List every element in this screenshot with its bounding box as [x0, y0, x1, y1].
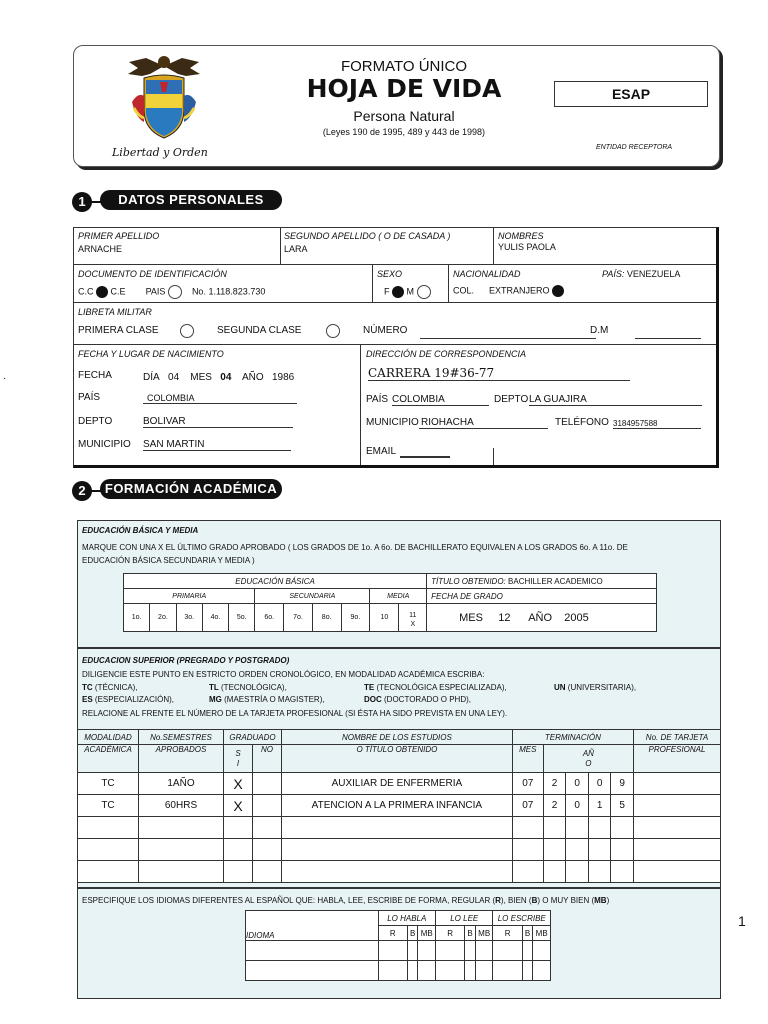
empty-cell[interactable] [611, 839, 634, 861]
form-title: HOJA DE VIDA [306, 74, 502, 103]
mb-header: MB [418, 926, 436, 941]
grade-cell[interactable]: 9o. [341, 604, 370, 632]
level-cell[interactable] [465, 961, 476, 981]
level-cell[interactable] [493, 941, 522, 961]
abbr-tl [209, 683, 287, 692]
empty-cell[interactable] [566, 839, 589, 861]
grade-cell[interactable]: 7o. [284, 604, 313, 632]
personal-data-box [73, 227, 719, 468]
empty-cell[interactable] [282, 861, 513, 883]
abbr-desc: (TECNOLÓGICA), [221, 683, 287, 692]
primer-apellido-label: PRIMER APELLIDO [78, 231, 160, 241]
doc-pais-radio[interactable] [168, 285, 182, 299]
level-cell[interactable] [436, 941, 465, 961]
section2-number: 2 [72, 481, 92, 501]
abbr-desc: (TECNOLÓGICA ESPECIALIZADA), [376, 683, 507, 692]
empty-cell[interactable] [611, 817, 634, 839]
form-subtitle: Persona Natural [353, 108, 455, 124]
abbr-mg [209, 695, 325, 704]
margin-mark: · [3, 373, 7, 384]
depto-dir-value[interactable]: LA GUAJIRA [529, 394, 702, 406]
grado-anio-label: AÑO [528, 611, 553, 624]
sexo-group [384, 285, 431, 299]
abbr-desc: (UNIVERSITARIA), [567, 683, 637, 692]
abbr-code: MG [209, 695, 222, 704]
level-cell[interactable] [436, 961, 465, 981]
empty-cell[interactable] [566, 817, 589, 839]
empty-cell[interactable] [224, 817, 253, 839]
depto-dir-label: DEPTO [494, 394, 529, 405]
idiomas-text-c: ) O MUY BIEN ( [537, 896, 595, 905]
empty-cell[interactable] [78, 861, 139, 883]
fecha-values [143, 372, 294, 383]
extranjero-radio[interactable] [552, 285, 564, 297]
abbr-te [364, 683, 507, 692]
empty-cell[interactable] [588, 839, 611, 861]
grade-11-label: 11 [409, 611, 417, 619]
nacionalidad-group [453, 285, 564, 297]
page-number: 1 [738, 913, 746, 929]
doc-type-group [78, 285, 265, 299]
col-nombre-2: O TÍTULO OBTENIDO [282, 745, 513, 773]
table-row [78, 839, 720, 861]
idiomas-text-b: ), BIEN ( [500, 896, 532, 905]
level-cell[interactable] [493, 961, 522, 981]
empty-cell[interactable] [512, 839, 543, 861]
depto-nac-value[interactable]: BOLIVAR [143, 416, 293, 428]
abbr-un [554, 683, 636, 692]
doc-cc-radio[interactable] [96, 286, 108, 298]
depto-nac-label: DEPTO [78, 416, 113, 427]
col-anio-1: AÑ [582, 748, 594, 758]
fecha-grado-label: FECHA DE GRADO [427, 589, 657, 604]
empty-cell[interactable] [282, 817, 513, 839]
grade-mark: X [410, 620, 416, 628]
grade-cell[interactable]: 3o. [176, 604, 202, 632]
primer-apellido-value[interactable]: ARNACHE [78, 244, 123, 254]
empty-cell[interactable] [139, 839, 224, 861]
municipio-dir-value[interactable]: RIOHACHA [419, 417, 548, 429]
abbr-doc [364, 695, 471, 704]
modalidad-cell[interactable]: TC [78, 773, 139, 795]
sexo-m-label: M [406, 286, 415, 297]
b-header: B [407, 926, 418, 941]
table-row [78, 861, 720, 883]
grade-cell[interactable]: 6o. [255, 604, 284, 632]
logo-caption: Libertad y Orden [112, 146, 208, 159]
col-semestres-2: APROBADOS [139, 745, 224, 773]
grade-cell[interactable]: 10 [370, 604, 399, 632]
tarjeta-cell[interactable] [634, 773, 721, 795]
empty-cell[interactable] [611, 861, 634, 883]
abbr-es [82, 695, 174, 704]
year-digit-cell[interactable]: 0 [566, 795, 589, 817]
abbr-desc: (ESPECIALIZACIÓN), [94, 695, 175, 704]
empty-cell[interactable] [634, 817, 721, 839]
abbr-code: TL [209, 683, 219, 692]
col-tarjeta-2: PROFESIONAL [634, 745, 721, 773]
level-cell[interactable] [378, 961, 407, 981]
level-cell[interactable] [533, 961, 551, 981]
empty-cell[interactable] [634, 861, 721, 883]
nombre-cell[interactable]: ATENCION A LA PRIMERA INFANCIA [282, 795, 513, 817]
section1-title: DATOS PERSONALES [100, 190, 282, 210]
level-cell[interactable] [475, 961, 493, 981]
form-header [73, 45, 720, 167]
empty-cell[interactable] [566, 861, 589, 883]
secundaria-header: SECUNDARIA [255, 589, 370, 604]
basica-text-1: MARQUE CON UNA X EL ÚLTIMO GRADO APROBADO ( LOS GRADOS DE 1o. A 6o. DE BACHILLERATO EQUIVALEN A LOS GRADOS 6o. A 11o. DE [82, 543, 628, 552]
entity-field[interactable]: ESAP [554, 81, 708, 107]
educacion-basica-header: EDUCACIÓN BÁSICA [124, 574, 427, 589]
direccion-value[interactable]: CARRERA 19#36-77 [368, 366, 630, 381]
segundo-apellido-label: SEGUNDO APELLIDO ( O DE CASADA ) [284, 231, 451, 241]
email-field[interactable] [400, 456, 450, 458]
idiomas-text [82, 896, 609, 905]
table-row [78, 773, 720, 795]
grado-anio-value[interactable]: 2005 [564, 611, 589, 624]
municipio-dir-label: MUNICIPIO [366, 417, 419, 428]
basica-text-2: EDUCACIÓN BÁSICA SECUNDARIA Y MEDIA ) [82, 556, 255, 565]
documento-label: DOCUMENTO DE IDENTIFICACIÓN [78, 269, 227, 279]
r-header: R [378, 926, 407, 941]
mb-header: MB [475, 926, 493, 941]
year-digit-cell[interactable]: 0 [566, 773, 589, 795]
grade-cell-11[interactable] [399, 604, 427, 632]
grade-cell[interactable]: 8o. [312, 604, 341, 632]
col-mes: MES [512, 745, 543, 773]
form-law: (Leyes 190 de 1995, 489 y 443 de 1998) [322, 127, 486, 137]
empty-cell[interactable] [224, 839, 253, 861]
r-header: R [436, 926, 465, 941]
tarjeta-cell[interactable] [634, 795, 721, 817]
abbr-code: TC [82, 683, 93, 692]
superior-table [78, 729, 720, 883]
empty-cell[interactable] [224, 861, 253, 883]
empty-cell[interactable] [139, 817, 224, 839]
empty-cell[interactable] [512, 817, 543, 839]
level-cell[interactable] [418, 941, 436, 961]
idioma-cell[interactable] [246, 941, 379, 961]
pais-dir-value[interactable]: COLOMBIA [392, 394, 489, 406]
pais-label: PAÍS: [602, 269, 625, 279]
col-si-1: S [235, 748, 241, 758]
level-cell[interactable] [475, 941, 493, 961]
numero-field[interactable] [420, 338, 596, 339]
empty-cell[interactable] [512, 861, 543, 883]
sexo-f-radio[interactable] [392, 286, 404, 298]
dm-field[interactable] [635, 338, 701, 339]
empty-cell[interactable] [588, 817, 611, 839]
fecha-grado-values [427, 604, 657, 632]
col-terminacion: TERMINACIÓN [512, 730, 633, 745]
year-digit-cell[interactable]: 5 [611, 795, 634, 817]
superior-text-2: RELACIONE AL FRENTE EL NÚMERO DE LA TARJETA PROFESIONAL (SI ÉSTA HA SIDO PREVISTA EN UNA LEY). [82, 709, 508, 718]
year-digit-cell[interactable]: 2 [543, 795, 566, 817]
empty-cell[interactable] [139, 861, 224, 883]
mes-value[interactable]: 04 [220, 372, 232, 383]
year-digit-cell[interactable]: 9 [611, 773, 634, 795]
idiomas-r: R [495, 896, 501, 905]
table-row [78, 795, 720, 817]
municipio-nac-label: MUNICIPIO [78, 439, 131, 450]
col-si [224, 745, 253, 773]
numero-label: NÚMERO [363, 325, 408, 336]
titulo-value[interactable]: BACHILLER ACADEMICO [508, 576, 603, 586]
abbr-desc: (DOCTORADO O PHD), [384, 695, 471, 704]
col-nombre-1: NOMBRE DE LOS ESTUDIOS [282, 730, 513, 745]
idiomas-text-d: ) [606, 896, 610, 905]
abbr-code: TE [364, 683, 375, 692]
section1-number: 1 [72, 192, 92, 212]
basica-title: EDUCACIÓN BÁSICA Y MEDIA [82, 526, 199, 535]
primera-clase-label: PRIMERA CLASE [78, 325, 159, 336]
table-row [78, 817, 720, 839]
empty-cell[interactable] [253, 839, 282, 861]
nombres-label: NOMBRES [498, 231, 544, 241]
col-no: NO [253, 745, 282, 773]
abbr-desc: (TÉCNICA), [94, 683, 138, 692]
idiomas-table [245, 910, 551, 981]
segunda-clase-radio[interactable] [326, 324, 340, 338]
level-cell[interactable] [407, 941, 418, 961]
empty-cell[interactable] [543, 817, 566, 839]
email-label: EMAIL [366, 446, 397, 457]
col-anio-2: O [585, 758, 592, 768]
dm-label: D.M [590, 325, 609, 336]
sexo-f-label: F [384, 286, 390, 297]
form-line1: FORMATO ÚNICO [340, 58, 468, 75]
year-digit-cell[interactable]: 2 [543, 773, 566, 795]
si-cell[interactable]: X [224, 795, 253, 817]
pais-value[interactable]: VENEZUELA [626, 269, 681, 279]
idiomas-mb: MB [594, 896, 607, 905]
superior-text-1: DILIGENCIE ESTE PUNTO EN ESTRICTO ORDEN CRONOLÓGICO, EN MODALIDAD ACADÉMICA ESCRIBA: [82, 670, 485, 679]
anio-value[interactable]: 1986 [271, 372, 295, 383]
doc-ce-label: C.E [110, 286, 126, 297]
doc-number[interactable]: No. 1.118.823.730 [191, 286, 266, 297]
empty-cell[interactable] [543, 861, 566, 883]
no-cell[interactable] [253, 795, 282, 817]
libreta-label: LIBRETA MILITAR [78, 307, 152, 317]
municipio-nac-value[interactable]: SAN MARTIN [143, 439, 291, 451]
section2-title: FORMACIÓN ACADÉMICA [100, 479, 282, 499]
empty-cell[interactable] [253, 817, 282, 839]
nombre-cell[interactable]: AUXILIAR DE ENFERMERIA [282, 773, 513, 795]
empty-cell[interactable] [78, 839, 139, 861]
coat-of-arms-icon [124, 52, 204, 144]
telefono-label: TELÉFONO [555, 417, 609, 428]
b-header: B [465, 926, 476, 941]
nacimiento-label: FECHA Y LUGAR DE NACIMIENTO [78, 349, 224, 359]
abbr-tc [82, 683, 138, 692]
pais-dir-label: PAÍS [366, 394, 389, 405]
col-tarjeta-1: No. DE TARJETA [634, 730, 721, 745]
modalidad-cell[interactable]: TC [78, 795, 139, 817]
level-cell[interactable] [378, 941, 407, 961]
idiomas-b: B [531, 896, 538, 905]
grade-cell[interactable]: 5o. [229, 604, 255, 632]
grade-cell[interactable]: 1o. [124, 604, 150, 632]
doc-pais-label: PAIS [145, 286, 166, 297]
empty-cell[interactable] [78, 817, 139, 839]
titulo-label: TÍTULO OBTENIDO: [431, 576, 506, 586]
level-cell[interactable] [418, 961, 436, 981]
media-header: MEDIA [370, 589, 427, 604]
pais-nac-value[interactable]: COLOMBIA [143, 393, 297, 404]
primaria-header: PRIMARIA [124, 589, 255, 604]
lo-habla-header: LO HABLA [378, 911, 435, 926]
nombres-value[interactable]: YULIS PAOLA [498, 242, 556, 252]
pais-nac-label: PAÍS [78, 392, 101, 403]
col-modalidad-2: ACADÉMICA [78, 745, 139, 773]
level-cell[interactable] [407, 961, 418, 981]
empty-cell[interactable] [253, 861, 282, 883]
abbr-code: ES [82, 695, 93, 704]
si-cell[interactable]: X [224, 773, 253, 795]
grade-cell[interactable]: 2o. [150, 604, 176, 632]
col-anio [543, 745, 633, 773]
sexo-label: SEXO [377, 269, 403, 279]
doc-cc-label: C.C [78, 286, 94, 297]
level-cell[interactable] [522, 941, 533, 961]
grado-mes-value[interactable]: 12 [498, 611, 511, 624]
mes-label: MES [190, 372, 212, 383]
year-digit-cell[interactable]: 0 [588, 773, 611, 795]
abbr-desc: (MAESTRÍA O MAGISTER), [224, 695, 325, 704]
idioma-header: IDIOMA [246, 911, 379, 941]
entity-label: ENTIDAD RECEPTORA [596, 144, 673, 151]
fecha-label: FECHA [78, 370, 112, 381]
table-row [246, 941, 551, 961]
abbr-code: DOC [364, 695, 382, 704]
empty-cell[interactable] [588, 861, 611, 883]
extranjero-label: EXTRANJERO [489, 285, 550, 296]
semestres-cell[interactable]: 1AÑO [139, 773, 224, 795]
lo-escribe-header: LO ESCRIBE [493, 911, 551, 926]
table-row [246, 961, 551, 981]
no-cell[interactable] [253, 773, 282, 795]
superior-title: EDUCACION SUPERIOR (PREGRADO Y POSTGRADO) [82, 656, 290, 665]
segunda-clase-label: SEGUNDA CLASE [217, 325, 302, 336]
direccion-label: DIRECCIÓN DE CORRESPONDENCIA [366, 349, 527, 359]
level-cell[interactable] [522, 961, 533, 981]
grade-cell[interactable]: 4o. [202, 604, 228, 632]
year-digit-cell[interactable]: 1 [588, 795, 611, 817]
lo-lee-header: LO LEE [436, 911, 493, 926]
col-graduado: GRADUADO [224, 730, 282, 745]
mes-cell[interactable]: 07 [512, 773, 543, 795]
dia-label: DÍA [143, 372, 160, 383]
r-header: R [493, 926, 522, 941]
basica-table [123, 573, 657, 632]
col-modalidad-1: MODALIDAD [78, 730, 139, 745]
level-cell[interactable] [465, 941, 476, 961]
anio-label: AÑO [241, 372, 264, 383]
empty-cell[interactable] [282, 839, 513, 861]
academic-box [77, 520, 721, 999]
mes-cell[interactable]: 07 [512, 795, 543, 817]
idiomas-text-a: ESPECIFIQUE LOS IDIOMAS DIFERENTES AL ESPAÑOL QUE: HABLA, LEE, ESCRIBE DE FORMA, REGULAR ( [82, 896, 496, 905]
nacionalidad-label: NACIONALIDAD [453, 269, 521, 279]
col-label: COL. [453, 285, 475, 296]
pais-nacionalidad [602, 269, 680, 279]
col-semestres-1: No.SEMESTRES [139, 730, 224, 745]
sexo-m-radio[interactable] [417, 285, 431, 299]
empty-cell[interactable] [543, 839, 566, 861]
grado-mes-label: MES [459, 611, 483, 624]
dia-value[interactable]: 04 [168, 372, 180, 383]
idioma-cell[interactable] [246, 961, 379, 981]
mb-header: MB [533, 926, 551, 941]
primera-clase-radio[interactable] [180, 324, 194, 338]
empty-cell[interactable] [634, 839, 721, 861]
b-header: B [522, 926, 533, 941]
abbr-code: UN [554, 683, 566, 692]
col-si-2: I [236, 758, 240, 768]
semestres-cell[interactable]: 60HRS [139, 795, 224, 817]
telefono-value[interactable]: 3184957588 [613, 418, 701, 429]
level-cell[interactable] [533, 941, 551, 961]
titulo-cell [427, 574, 657, 589]
segundo-apellido-value[interactable]: LARA [284, 244, 308, 254]
